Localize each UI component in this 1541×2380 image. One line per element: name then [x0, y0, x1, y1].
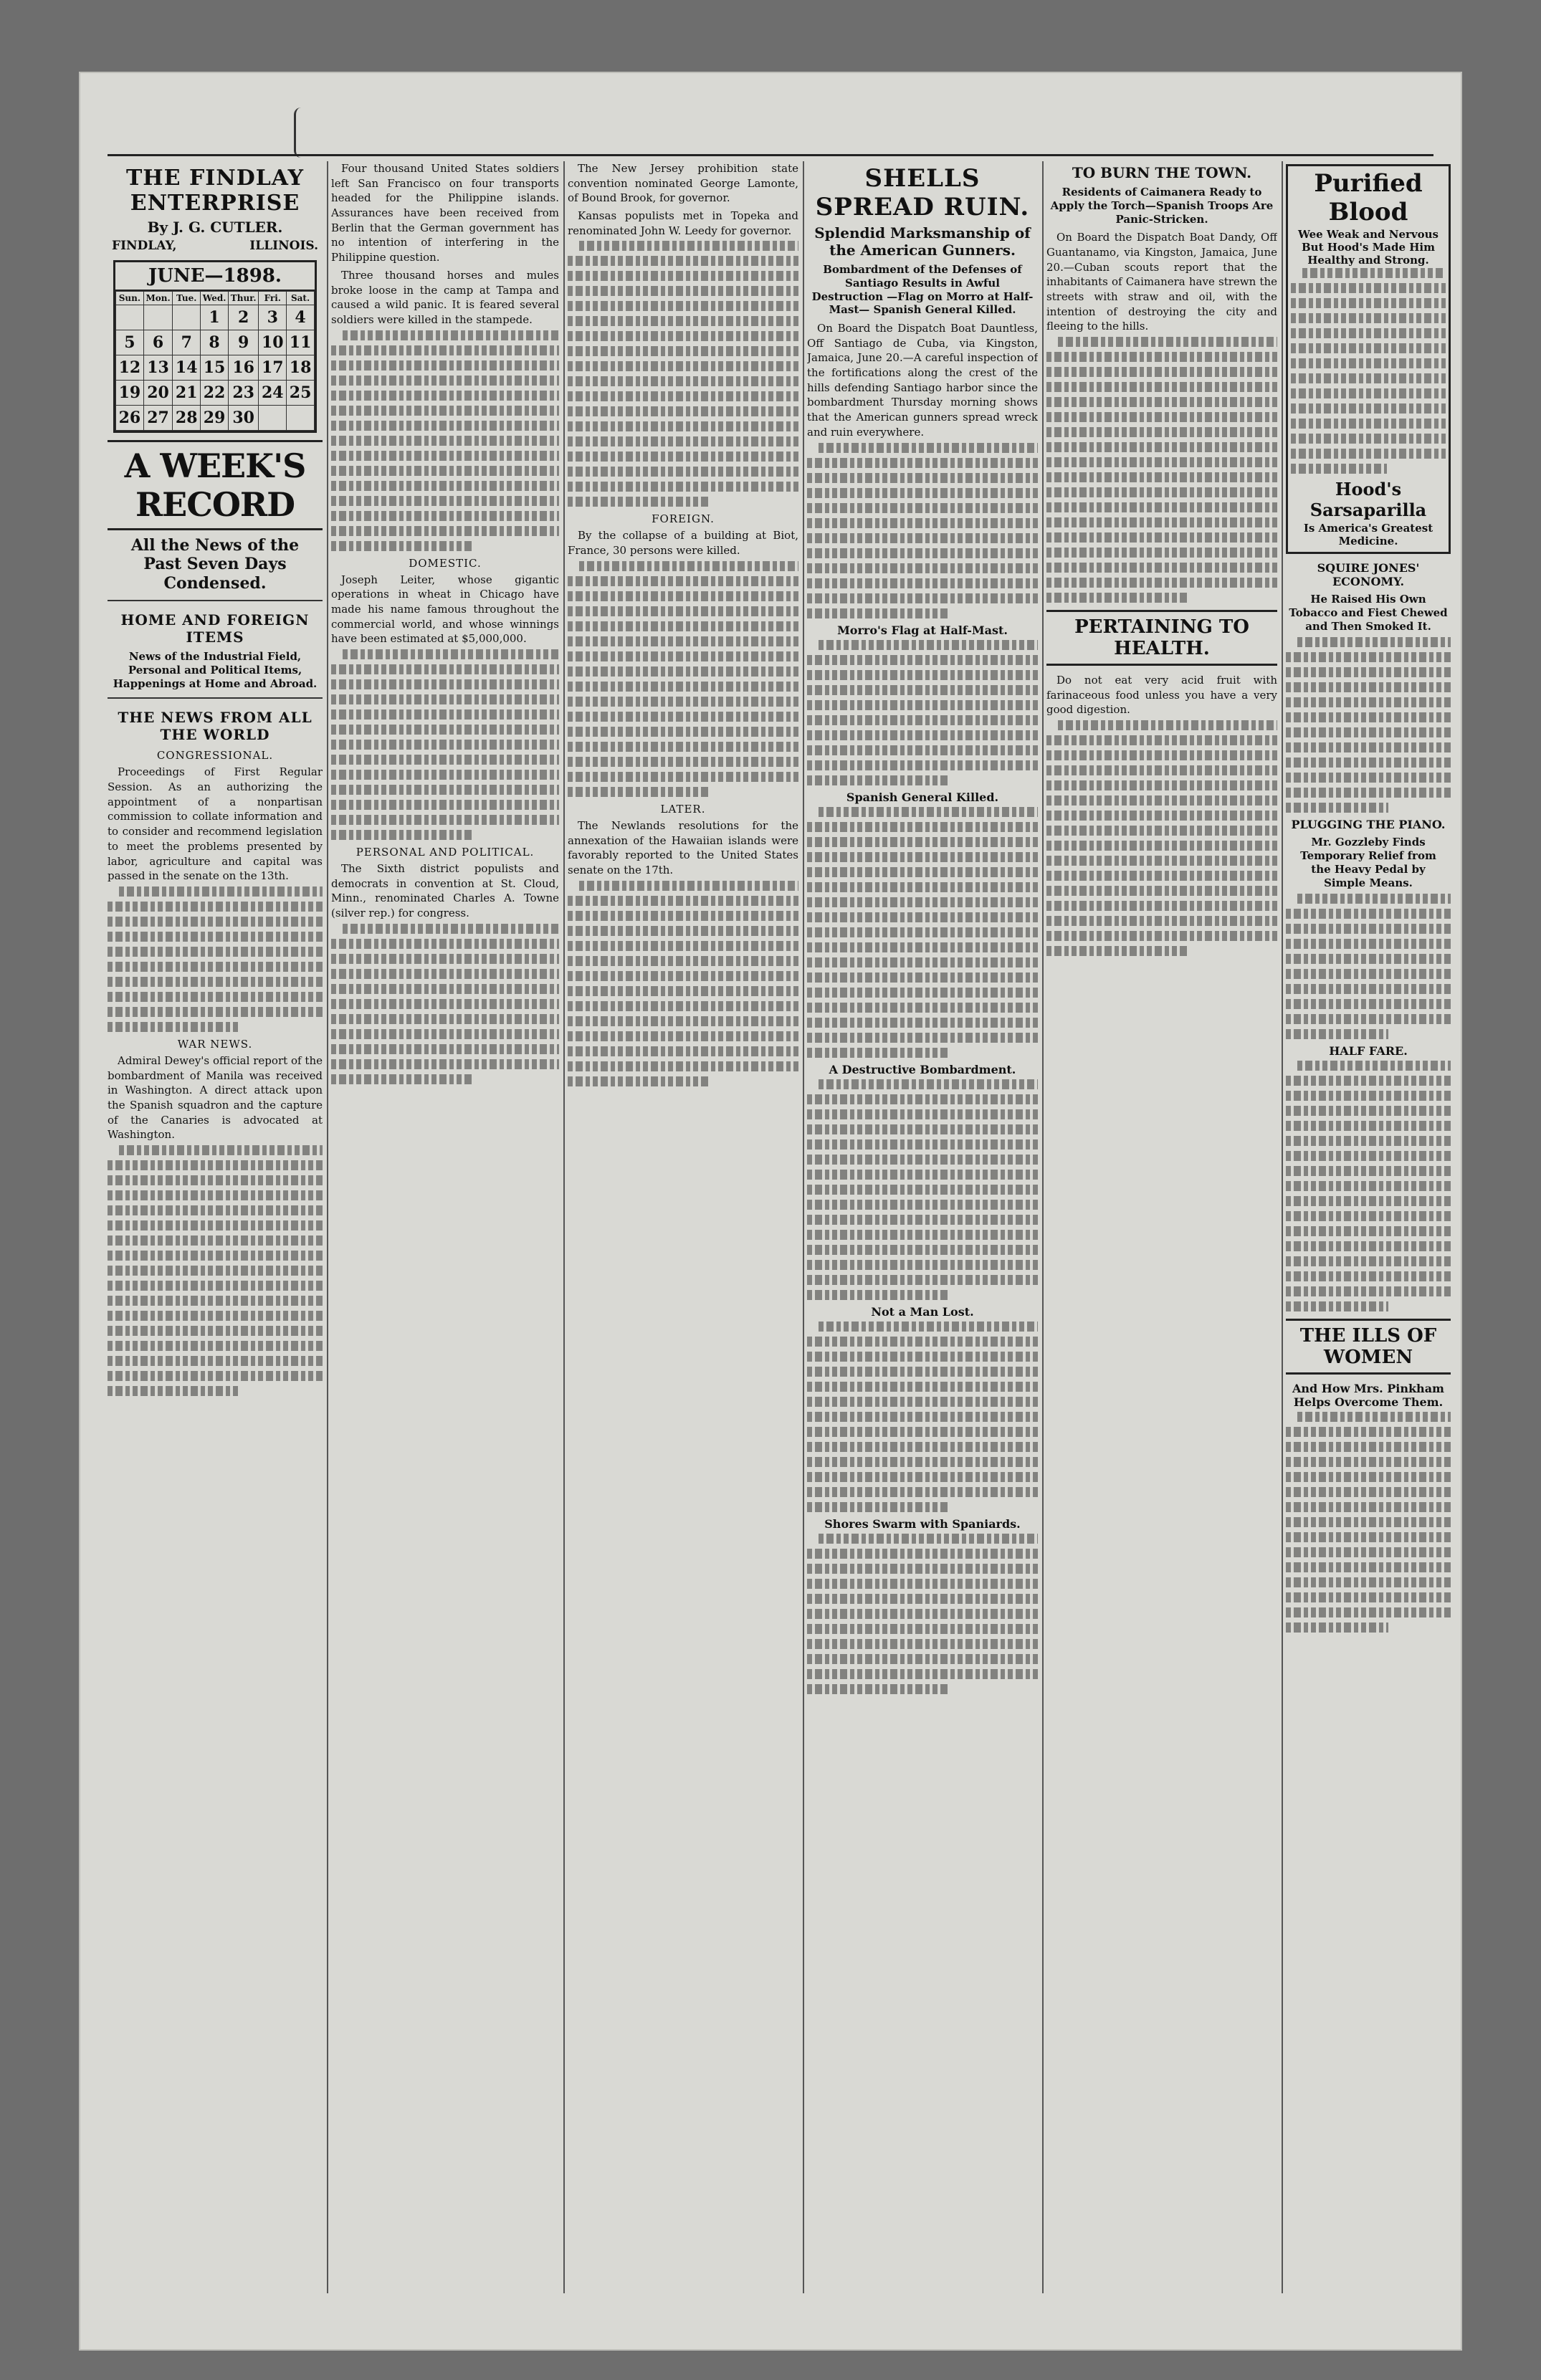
news-world-head: THE NEWS FROM ALL THE WORLD: [118, 709, 313, 744]
ills-of-women-deck: And How Mrs. Pinkham Helps Overcome Them.: [1292, 1382, 1444, 1410]
calendar-day: [173, 305, 201, 330]
congressional-text: Proceedings of First Regular Session. As an authorizing the appointment of a nonpartisan commission to collate information and to consider and recommend legislation to meet the problems presented by labor, agriculture and capital was passed in the senate on the 13th.: [108, 765, 323, 883]
burn-town-text: On Board the Dispatch Boat Dandy, Off Guantanamo, via Kingston, Jamaica, June 20.—Cuban scouts report that the inhabitants of Caimanera have strewn the streets with straw and oil, with the intention of destroying the city and fleeing to the hills.: [1046, 231, 1277, 333]
war-news-head: WAR NEWS.: [177, 1037, 253, 1051]
calendar-day: 25: [287, 381, 315, 406]
home-foreign-head: HOME AND FOREIGN ITEMS: [120, 611, 310, 646]
congressional-head: CONGRESSIONAL.: [156, 749, 274, 763]
calendar-day-header: Sat.: [287, 292, 315, 305]
masthead-ornament: [294, 107, 310, 158]
calendar-day: 12: [116, 355, 144, 381]
calendar-day: 14: [173, 355, 201, 381]
column-rule: [327, 161, 328, 2293]
calendar-day-header: Wed.: [201, 292, 229, 305]
later-text: The Newlands resolutions for the annexation of the Hawaiian islands were favorably reported to the United States senate on the 17th.: [568, 818, 798, 876]
personal-political-head: PERSONAL AND POLITICAL.: [356, 846, 535, 859]
calendar-day: 9: [228, 330, 258, 355]
calendar-day: 2: [228, 305, 258, 330]
calendar-day-header: Thur.: [228, 292, 258, 305]
calendar-title: JUNE—1898.: [115, 262, 315, 291]
ad-brand: Hood's Sarsaparilla: [1309, 479, 1427, 520]
newspaper-page: [79, 72, 1462, 2351]
shores-swarm-head: Shores Swarm with Spaniards.: [824, 1516, 1021, 1531]
text-lines: [807, 807, 1038, 1058]
calendar-week: [116, 330, 315, 355]
calendar-day: 22: [201, 381, 229, 406]
text-lines: [807, 1079, 1038, 1300]
calendar-day: 28: [173, 406, 201, 431]
half-fare-head: HALF FARE.: [1329, 1044, 1408, 1058]
calendar-day: 8: [201, 330, 229, 355]
calendar-day: [143, 305, 173, 330]
text-lines: [1286, 894, 1451, 1039]
divider: [108, 697, 323, 699]
calendar-day: [287, 406, 315, 431]
ad-brand-tagline: Is America's Greatest Medicine.: [1303, 522, 1433, 548]
foreign-text: By the collapse of a building at Biot, France, 30 persons were killed.: [568, 529, 798, 558]
text-lines: [807, 1534, 1038, 1694]
shells-text: On Board the Dispatch Boat Dauntless, Off Santiago de Cuba, via Kingston, Jamaica, June 20.—A careful inspection of the fortifications along the crest of the hills defending Santiago harbor since the bombardment Thursday morning shows that the American gunners spread wreck and ruin everywhere.: [807, 322, 1038, 439]
calendar-week: [116, 305, 315, 330]
domestic-head: DOMESTIC.: [409, 556, 482, 570]
calendar-day: 30: [228, 406, 258, 431]
domestic-text: Joseph Leiter, whose gigantic operations in wheat in Chicago have made his name famous throughout the commercial world, and whose winnings have been estimated at $5,000,000.: [331, 573, 559, 646]
place-right: ILLINOIS.: [249, 239, 318, 253]
squire-jones-deck: He Raised His Own Tobacco and Fiest Chewed and Then Smoked It.: [1289, 593, 1448, 633]
column-rule: [563, 161, 565, 2293]
column-rule: [1042, 161, 1044, 2293]
text-lines: [1046, 720, 1277, 956]
personal-political-text: The Sixth district populists and democrats in convention at St. Cloud, Minn., renominated Charles A. Towne (silver rep.) for congress.: [331, 862, 559, 920]
col3-text-1: The New Jersey prohibition state convention nominated George Lamonte, of Bound Brook, for governor. Kansas populists met in Topeka and renominated John W. Leedy for governor.: [568, 162, 798, 237]
plugging-piano-deck: Mr. Gozzleby Finds Temporary Relief from the Heavy Pedal by Simple Means.: [1300, 836, 1436, 889]
text-lines: [1286, 1412, 1451, 1633]
calendar-day: 27: [143, 406, 173, 431]
calendar-week: [116, 406, 315, 431]
calendar-day: 29: [201, 406, 229, 431]
war-news-text: Admiral Dewey's official report of the bombardment of Manila was received in Washington. A direct attack upon the Spanish squadron and the capture of the Canaries is advocated at Washington.: [108, 1053, 323, 1142]
text-lines: [807, 640, 1038, 785]
shells-headline: SHELLS SPREAD RUIN.: [815, 164, 1030, 221]
weeks-record-headline: A WEEK'S RECORD: [108, 440, 323, 530]
morro-flag-head: Morro's Flag at Half-Mast.: [837, 623, 1008, 637]
plugging-piano-head: PLUGGING THE PIANO.: [1291, 818, 1446, 832]
calendar-day: 16: [228, 355, 258, 381]
calendar-day: [116, 305, 144, 330]
masthead-title: THE FINDLAY ENTERPRISE: [125, 166, 305, 216]
calendar-day: 3: [259, 305, 287, 330]
column-rule: [803, 161, 804, 2293]
calendar-day: 24: [259, 381, 287, 406]
calendar-day: 18: [287, 355, 315, 381]
masthead-place: [112, 239, 318, 253]
calendar-week: [116, 355, 315, 381]
text-lines: [1291, 268, 1446, 474]
not-a-man-lost-head: Not a Man Lost.: [871, 1304, 974, 1319]
text-lines: [1286, 637, 1451, 813]
column-6: [1286, 161, 1451, 2293]
column-3: [568, 161, 798, 2293]
text-lines: [108, 886, 323, 1032]
bombardment-head: A Destructive Bombardment.: [829, 1062, 1016, 1076]
calendar: [113, 260, 317, 433]
text-lines: [331, 649, 559, 840]
text-lines: [807, 1322, 1038, 1512]
calendar-day-header: Mon.: [143, 292, 173, 305]
burn-town-deck: Residents of Caimanera Ready to Apply the Torch—Spanish Troops Are Panic-Stricken.: [1050, 186, 1274, 226]
column-rule: [1282, 161, 1283, 2293]
text-lines: [568, 881, 798, 1086]
text-lines: [331, 924, 559, 1084]
squire-jones-head: SQUIRE JONES' ECONOMY.: [1317, 561, 1420, 588]
calendar-day: 15: [201, 355, 229, 381]
calendar-day: 5: [116, 330, 144, 355]
column-5: [1046, 161, 1277, 2293]
text-lines: [1286, 1061, 1451, 1311]
calendar-day: 6: [143, 330, 173, 355]
calendar-day: 20: [143, 381, 173, 406]
col2-text-1: Four thousand United States soldiers left San Francisco on four transports headed for the Philippine islands. Assurances have been received from Berlin that the German government has no intention of interfering in the Philippine question. Three thousand horses and mules broke loose in the camp at Tampa and caused a wild panic. It is feared several soldiers were killed in the stampede.: [331, 162, 559, 326]
calendar-day: 1: [201, 305, 229, 330]
text-lines: [108, 1145, 323, 1396]
shells-deck: Bombardment of the Defenses of Santiago Results in Awful Destruction —Flag on Morro at Half-Mast— Spanish General Killed.: [811, 263, 1034, 317]
place-left: FINDLAY,: [112, 239, 177, 253]
divider: [108, 600, 323, 601]
calendar-day: [259, 406, 287, 431]
later-head: LATER.: [660, 802, 706, 816]
top-rule: [108, 154, 1433, 156]
hoods-advertisement: [1286, 164, 1451, 554]
calendar-day: 7: [173, 330, 201, 355]
text-lines: [331, 330, 559, 551]
calendar-day: 17: [259, 355, 287, 381]
calendar-day: 19: [116, 381, 144, 406]
text-lines: [568, 561, 798, 797]
home-foreign-deck: News of the Industrial Field, Personal and Political Items, Happenings at Home and Abroad.: [113, 650, 318, 690]
weeks-record-deck: All the News of the Past Seven Days Condensed.: [130, 536, 300, 593]
calendar-day: 11: [287, 330, 315, 355]
calendar-week: [116, 381, 315, 406]
text-lines: [1046, 337, 1277, 603]
foreign-head: FOREIGN.: [652, 512, 715, 526]
column-4: [807, 161, 1038, 2293]
ad-title: Purified Blood: [1314, 169, 1423, 226]
calendar-day: 26: [116, 406, 144, 431]
general-killed-head: Spanish General Killed.: [846, 790, 999, 804]
column-2: [331, 161, 559, 2293]
ills-of-women-head: THE ILLS OF WOMEN: [1286, 1319, 1451, 1375]
calendar-day: 23: [228, 381, 258, 406]
calendar-grid: [115, 291, 315, 431]
shells-subhead: Splendid Marksmanship of the American Gunners.: [814, 224, 1031, 259]
masthead-byline: By J. G. CUTLER.: [147, 219, 283, 236]
burn-town-headline: TO BURN THE TOWN.: [1072, 164, 1252, 181]
ad-tagline: Wee Weak and Nervous But Hood's Made Him Healthy and Strong.: [1298, 228, 1439, 267]
health-headline: PERTAINING TO HEALTH.: [1046, 610, 1277, 666]
calendar-day-header: Fri.: [259, 292, 287, 305]
text-lines: [568, 241, 798, 507]
calendar-day: 10: [259, 330, 287, 355]
calendar-day: 13: [143, 355, 173, 381]
column-1: [108, 161, 323, 2293]
calendar-day-header: Sun.: [116, 292, 144, 305]
health-text: Do not eat very acid fruit with farinaceous food unless you have a very good digestion.: [1046, 674, 1277, 717]
calendar-day: 4: [287, 305, 315, 330]
calendar-day-header: Tue.: [173, 292, 201, 305]
calendar-day: 21: [173, 381, 201, 406]
text-lines: [807, 443, 1038, 618]
